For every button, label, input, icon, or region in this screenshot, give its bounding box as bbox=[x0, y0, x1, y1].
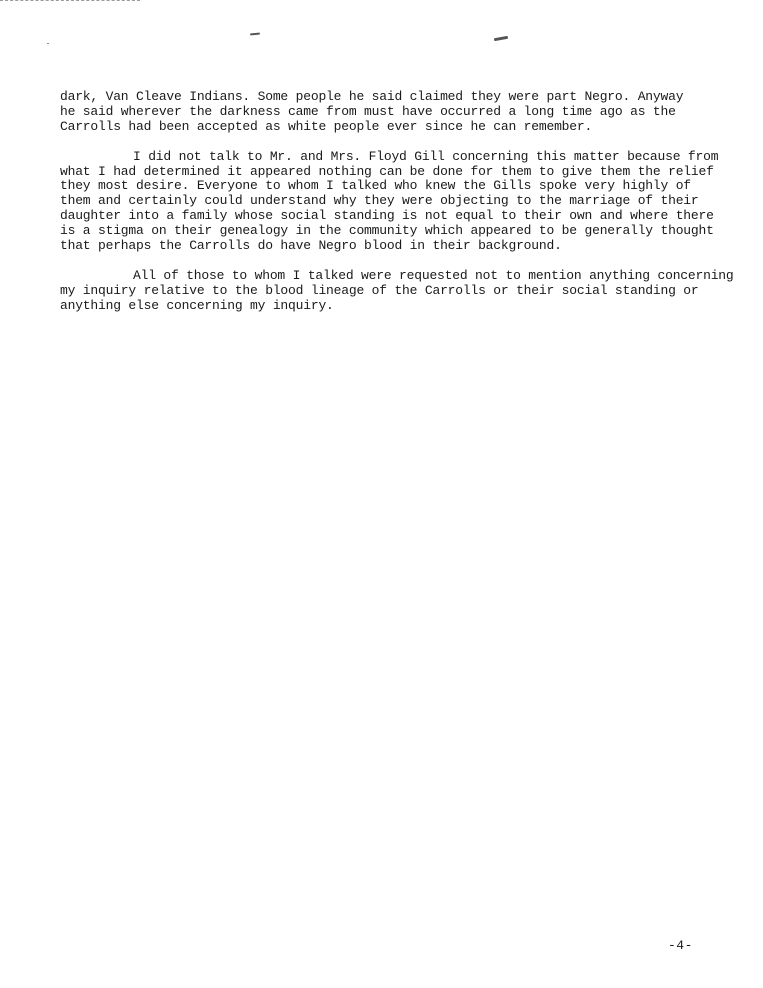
paragraph-continuation: dark, Van Cleave Indians. Some people he said claimed they were part Negro. Anyway he said wherever the darkness came from must have occurred a long time ago as the Carrolls had been accepted as white people ever since he can remember. bbox=[60, 89, 684, 134]
top-edge-dashes bbox=[0, 0, 140, 4]
page-number: -4- bbox=[668, 938, 693, 953]
document-body bbox=[60, 90, 740, 328]
scan-speck bbox=[47, 43, 49, 44]
scan-speck bbox=[494, 36, 508, 41]
paragraph-gill-discussion: I did not talk to Mr. and Mrs. Floyd Gill concerning this matter because from what I had determined it appeared nothing can be done for them to give them the relief they most desire. Everyone to whom I talked who knew the Gills spoke very highly of them and certainly could understand why they were objecting to the marriage of their daughter into a family whose social standing is not equal to their own and where there is a stigma on their genealogy in the community which appeared to be generally thought that perhaps the Carrolls do have Negro blood in their background. bbox=[60, 148, 719, 254]
paragraph-confidentiality: All of those to whom I talked were requested not to mention anything concerning my inquiry relative to the blood lineage of the Carrolls or their social standing or anything else concerning my inquiry. bbox=[60, 267, 734, 313]
scan-speck bbox=[250, 32, 260, 35]
